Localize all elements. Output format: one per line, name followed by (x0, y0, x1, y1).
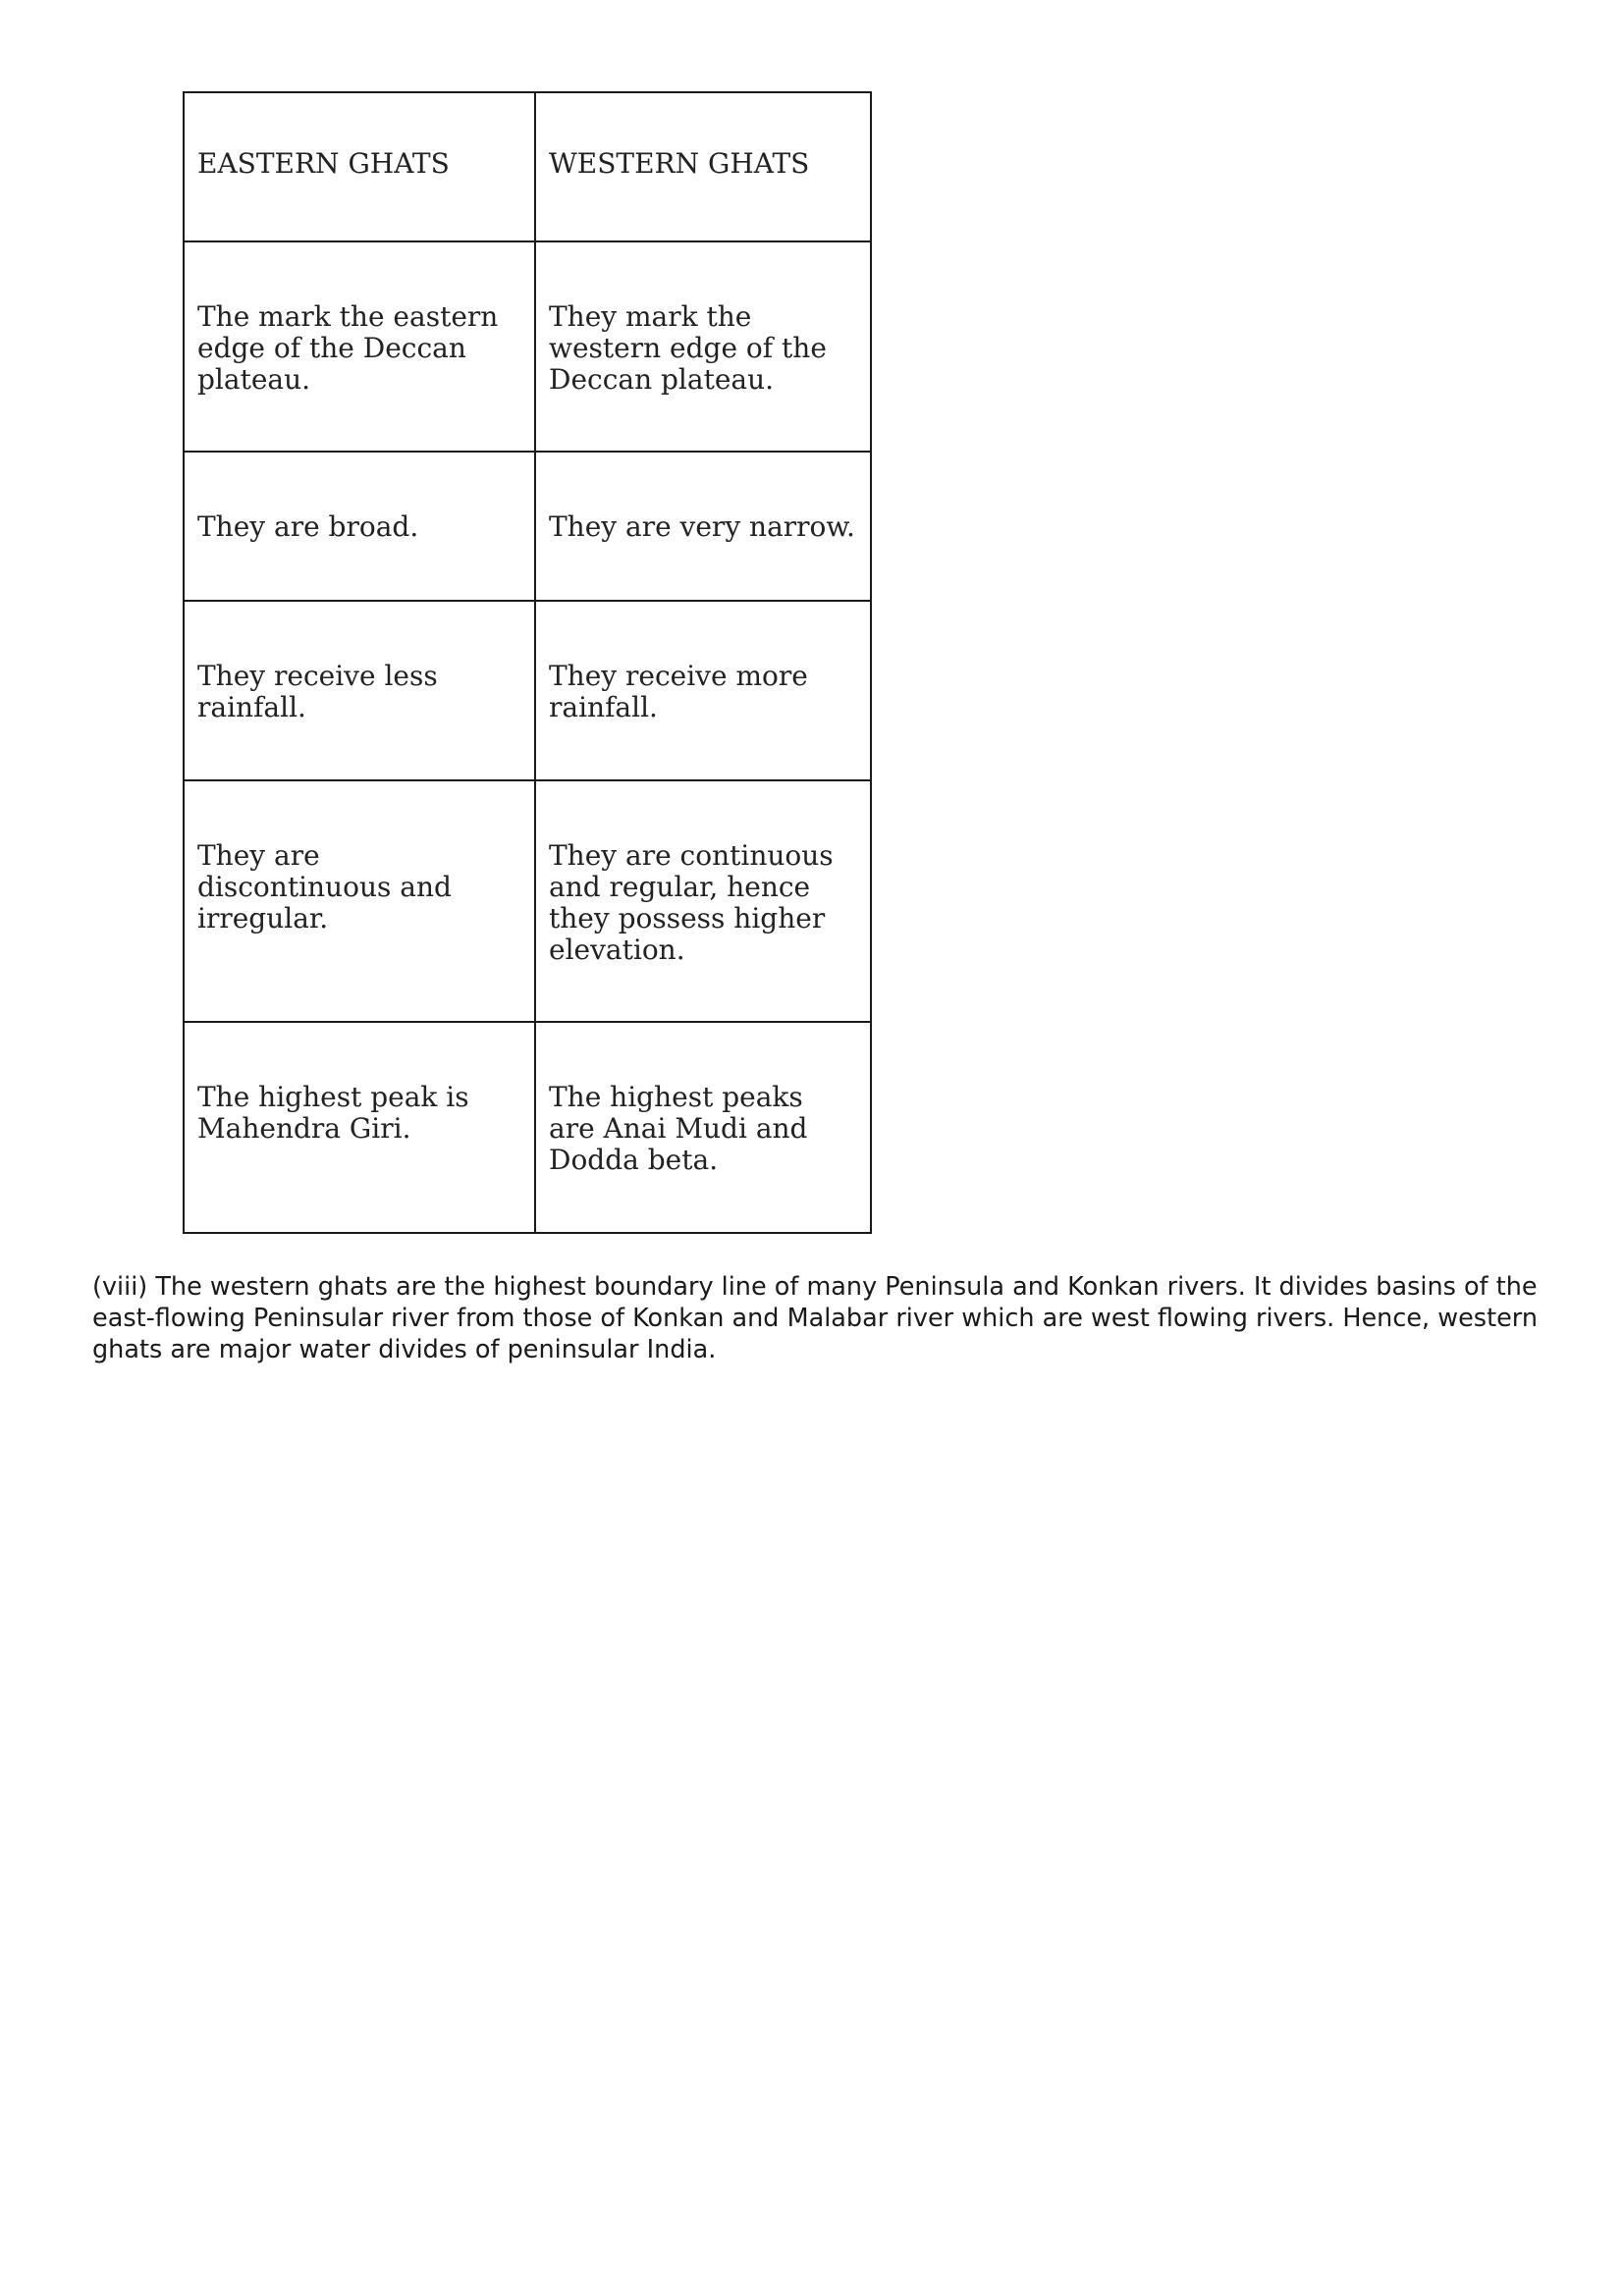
header-eastern-ghats: EASTERN GHATS (184, 92, 535, 241)
table-cell-eastern: The highest peak is Mahendra Giri. (184, 1022, 535, 1233)
table-header-row (184, 92, 871, 241)
table-cell-eastern: The mark the eastern edge of the Deccan plateau. (184, 241, 535, 452)
table-cell-western: They mark the western edge of the Deccan plateau. (535, 241, 871, 452)
table-cell-eastern: They receive less rainfall. (184, 601, 535, 780)
table-cell-eastern: They are discontinuous and irregular. (184, 780, 535, 1022)
table-row (184, 452, 871, 601)
table-cell-western: They are continuous and regular, hence they possess higher elevation. (535, 780, 871, 1022)
table-cell-western: The highest peaks are Anai Mudi and Dodda beta. (535, 1022, 871, 1233)
table-cell-western: They receive more rainfall. (535, 601, 871, 780)
note-paragraph: (viii) The western ghats are the highest boundary line of many Peninsula and Konkan rivers. It divides basins of the east-flowing Peninsular river from those of Konkan and Malabar river which are west flowing rivers. Hence, western ghats are major water divides of peninsular India. (92, 1272, 1538, 1364)
table-row (184, 601, 871, 780)
header-western-ghats: WESTERN GHATS (535, 92, 871, 241)
table-row (184, 780, 871, 1022)
table-cell-western: They are very narrow. (535, 452, 871, 601)
table-row (184, 241, 871, 452)
ghats-comparison-table (183, 91, 872, 1234)
table-cell-eastern: They are broad. (184, 452, 535, 601)
table-row (184, 1022, 871, 1233)
